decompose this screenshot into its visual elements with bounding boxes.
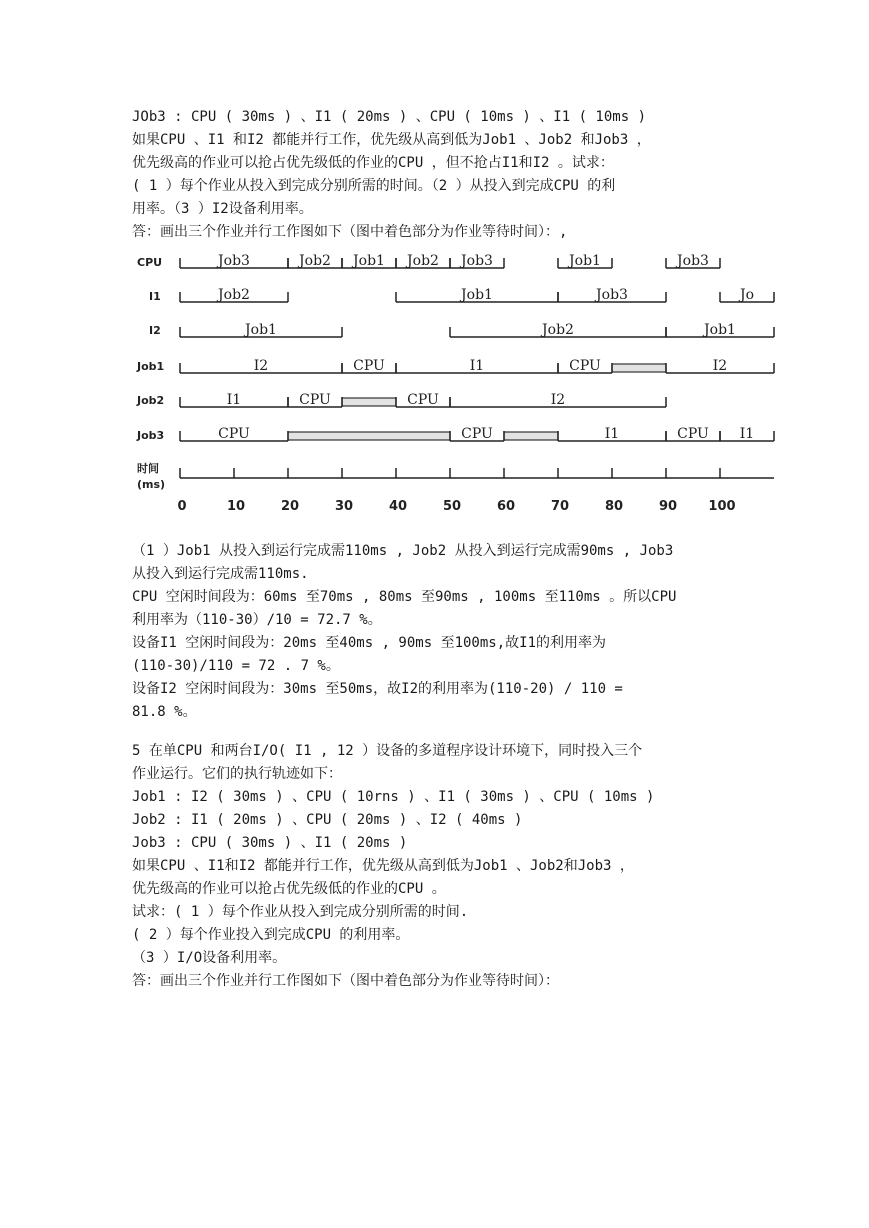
row-label-job1: Job1 xyxy=(137,360,165,373)
segment-label: Job2 xyxy=(299,253,331,269)
time-tick-label: 30 xyxy=(334,499,354,514)
text-line: （1 ）Job1 从投入到运行完成需110ms , Job2 从投入到运行完成需90ms , Job3 xyxy=(132,543,674,559)
wait-box xyxy=(342,398,396,406)
segment-label: Jo xyxy=(739,287,755,303)
wait-box xyxy=(612,364,666,372)
text-line: 利用率为（110-30）/10 = 72.7 %。 xyxy=(132,612,382,628)
segment-label: Job1 xyxy=(245,322,277,338)
segment-label: I2 xyxy=(712,358,728,374)
segment-label: Job3 xyxy=(596,287,628,303)
segment-label: CPU xyxy=(407,392,439,408)
time-tick-label: 40 xyxy=(388,499,408,514)
segment-label: Job2 xyxy=(218,287,250,303)
segment-label: CPU xyxy=(218,426,250,442)
text-line: (110-30)/110 = 72 . 7 %。 xyxy=(132,658,340,674)
intro-text xyxy=(132,106,752,244)
wait-box xyxy=(504,432,558,440)
text-line: JOb3 : CPU ( 30ms ) 、I1 ( 20ms ) 、CPU ( 10ms ) 、I1 ( 10ms ) xyxy=(132,109,647,125)
text-line: 从投入到运行完成需110ms. xyxy=(132,566,309,582)
segment-label: Job2 xyxy=(407,253,439,269)
problem-5-text xyxy=(132,740,752,993)
row-label-job3: Job3 xyxy=(137,429,165,442)
text-line: 作业运行。它们的执行轨迹如下： xyxy=(132,766,342,782)
text-line: 答：画出三个作业并行工作图如下（图中着色部分为作业等待时间）： xyxy=(132,973,559,989)
segment-label: I2 xyxy=(550,392,566,408)
time-tick-label: 100 xyxy=(708,499,736,514)
segment-label: CPU xyxy=(569,358,601,374)
row-label-time: 时间 xyxy=(137,462,159,475)
text-line: 优先级高的作业可以抢占优先级低的作业的CPU 。 xyxy=(132,881,446,897)
text-line: 如果CPU 、I1 和I2 都能并行工作，优先级从高到低为Job1 、Job2 和Job3 ， xyxy=(132,132,651,148)
answer-text xyxy=(132,540,752,724)
wait-box xyxy=(288,432,450,440)
text-line: 81.8 %。 xyxy=(132,704,197,720)
text-line: 设备I1 空闲时间段为：20ms 至40ms , 90ms 至100ms,故I1的利用率为 xyxy=(132,635,607,651)
time-tick-label: 90 xyxy=(658,499,678,514)
segment-label: Job1 xyxy=(461,287,493,303)
text-line: ( 2 ）每个作业投入到完成CPU 的利用率。 xyxy=(132,927,410,943)
row-label-ms: (ms) xyxy=(137,478,166,491)
time-tick-label: 50 xyxy=(442,499,462,514)
segment-label: CPU xyxy=(299,392,331,408)
segment-label: CPU xyxy=(677,426,709,442)
text-line: Job2 : I1 ( 20ms ) 、CPU ( 20ms ) 、I2 ( 40ms ) xyxy=(132,812,523,828)
text-line: 如果CPU 、I1和I2 都能并行工作，优先级从高到低为Job1 、Job2和Job3 ， xyxy=(132,858,634,874)
text-line: 答：画出三个作业并行工作图如下（图中着色部分为作业等待时间）：, xyxy=(132,224,568,240)
text-line: 设备I2 空闲时间段为：30ms 至50ms，故I2的利用率为(110-20) / 110 = xyxy=(132,681,623,697)
segment-label: I1 xyxy=(739,426,755,442)
segment-label: Job3 xyxy=(218,253,250,269)
text-line: Job3 : CPU ( 30ms ) 、I1 ( 20ms ) xyxy=(132,835,408,851)
segment-label: I1 xyxy=(226,392,242,408)
row-label-job2: Job2 xyxy=(137,394,165,407)
segment-label: Job3 xyxy=(461,253,493,269)
time-tick-label: 10 xyxy=(226,499,246,514)
segment-label: I1 xyxy=(604,426,620,442)
segment-label: CPU xyxy=(461,426,493,442)
text-line: 试求：( 1 ）每个作业从投入到完成分别所需的时间. xyxy=(132,904,469,920)
time-tick-label: 80 xyxy=(604,499,624,514)
segment-label: CPU xyxy=(353,358,385,374)
segment-label: I2 xyxy=(253,358,269,374)
job-timing-diagram xyxy=(130,250,755,518)
text-line: 5 在单CPU 和两台I/O( I1 , 12 ）设备的多道程序设计环境下，同时投入三个 xyxy=(132,743,643,759)
row-label-i2: I2 xyxy=(149,324,161,337)
segment-label: Job1 xyxy=(569,253,601,269)
segment-label: Job2 xyxy=(542,322,574,338)
segment-label: Job3 xyxy=(677,253,709,269)
text-line: ( 1 ）每个作业从投入到完成分别所需的时间。（2 ）从投入到完成CPU 的利 xyxy=(132,178,616,194)
row-label-cpu: CPU xyxy=(137,256,163,269)
time-tick-label: 0 xyxy=(177,499,187,514)
time-tick-label: 20 xyxy=(280,499,300,514)
text-line: 用率。（3 ）I2设备利用率。 xyxy=(132,201,313,217)
text-line: Job1 : I2 ( 30ms ) 、CPU ( 10rns ) 、I1 ( 30ms ) 、CPU ( 10ms ) xyxy=(132,789,655,805)
text-line: CPU 空闲时间段为：60ms 至70ms , 80ms 至90ms , 100ms 至110ms 。所以CPU xyxy=(132,589,677,605)
time-tick-label: 70 xyxy=(550,499,570,514)
segment-label: I1 xyxy=(469,358,485,374)
text-line: （3 ）I/O设备利用率。 xyxy=(132,950,287,966)
row-label-i1: I1 xyxy=(149,290,161,303)
text-line: 优先级高的作业可以抢占优先级低的作业的CPU ，但不抢占I1和I2 。试求： xyxy=(132,155,614,171)
time-tick-label: 60 xyxy=(496,499,516,514)
segment-label: Job1 xyxy=(353,253,385,269)
segment-label: Job1 xyxy=(704,322,736,338)
